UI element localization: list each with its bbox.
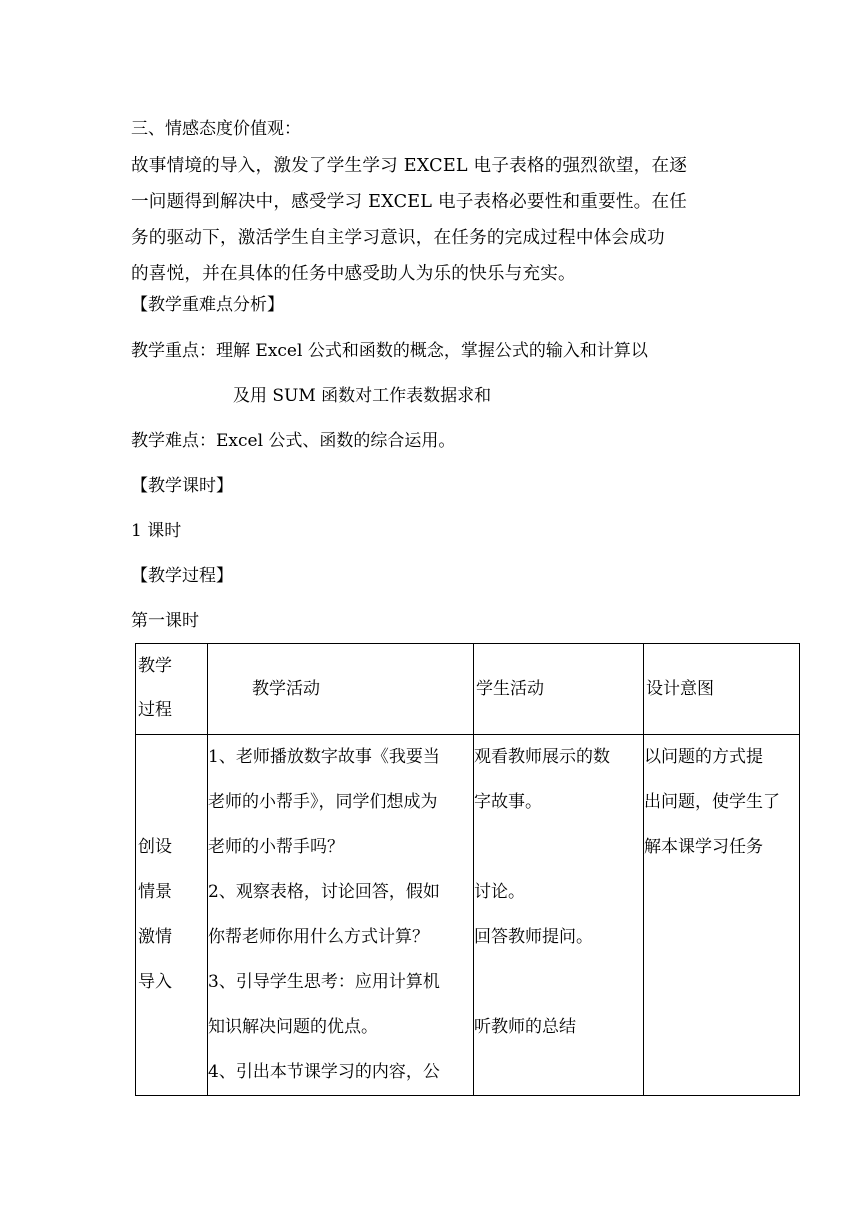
header-stage: [136, 644, 208, 735]
key-points-heading: 【教学重难点分析】: [131, 295, 284, 315]
stage-line: 创设: [138, 837, 172, 857]
paragraph-line: 的喜悦，并在具体的任务中感受助人为乐的快乐与充实。: [131, 264, 576, 284]
lesson-label: 第一课时: [131, 611, 199, 631]
teacher-activity-cell: [208, 735, 474, 1096]
process-heading: 【教学过程】: [131, 566, 233, 586]
teaching-focus-line2: 及用 SUM 函数对工作表数据求和: [233, 386, 492, 406]
paragraph-line: 故事情境的导入，激发了学生学习 EXCEL 电子表格的强烈欲望，在逐: [131, 156, 688, 176]
header-teacher-activity: 教学活动: [208, 644, 474, 735]
teacher-line: 老师的小帮手》，同学们想成为: [208, 792, 438, 812]
student-line: 讨论。: [474, 882, 525, 902]
stage-line: 导入: [138, 972, 172, 992]
teacher-line: 2、观察表格，讨论回答，假如: [208, 882, 440, 902]
teacher-line: 你帮老师你用什么方式计算？: [208, 927, 429, 947]
table-header-row: [136, 644, 800, 735]
stage-cell: [136, 735, 208, 1096]
student-line: 听教师的总结: [474, 1017, 576, 1037]
lesson-process-table: [135, 643, 800, 1096]
student-line: 回答教师提问。: [474, 927, 593, 947]
paragraph-line: 一问题得到解决中，感受学习 EXCEL 电子表格必要性和重要性。在任: [131, 192, 688, 212]
intent-line: 以问题的方式提: [644, 747, 763, 767]
design-intent-cell: [644, 735, 800, 1096]
stage-line: 情景: [138, 882, 172, 902]
student-line: 字故事。: [474, 792, 542, 812]
stage-line: 激情: [138, 927, 172, 947]
header-student-activity: 学生活动: [474, 644, 644, 735]
header-design-intent: 设计意图: [644, 644, 800, 735]
teacher-line: 老师的小帮手吗？: [208, 837, 344, 857]
header-stage-line: 过程: [138, 700, 172, 720]
teaching-focus-line1: 教学重点：理解 Excel 公式和函数的概念，掌握公式的输入和计算以: [131, 341, 648, 361]
student-activity-cell: [474, 735, 644, 1096]
teaching-difficulty: 教学难点：Excel 公式、函数的综合运用。: [131, 431, 456, 451]
hours-heading: 【教学课时】: [131, 476, 233, 496]
student-line: [474, 825, 643, 870]
attitudes-paragraph: [131, 148, 751, 292]
teacher-line: 知识解决问题的优点。: [208, 1017, 378, 1037]
teacher-line: 1、老师播放数字故事《我要当: [208, 747, 440, 767]
student-line: [474, 960, 643, 1005]
teacher-line: 4、引出本节课学习的内容，公: [208, 1062, 440, 1082]
intent-line: 出问题，使学生了: [644, 792, 780, 812]
table-row: [136, 735, 800, 1096]
paragraph-line: 务的驱动下，激活学生自主学习意识，在任务的完成过程中体会成功: [131, 228, 665, 248]
student-line: 观看教师展示的数: [474, 747, 610, 767]
hours-value: 1 课时: [131, 521, 182, 541]
intent-line: 解本课学习任务: [644, 837, 763, 857]
teacher-line: 3、引导学生思考：应用计算机: [208, 972, 440, 992]
header-stage-line: 教学: [138, 656, 172, 676]
section-heading-attitudes: 三、情感态度价值观：: [131, 119, 301, 139]
